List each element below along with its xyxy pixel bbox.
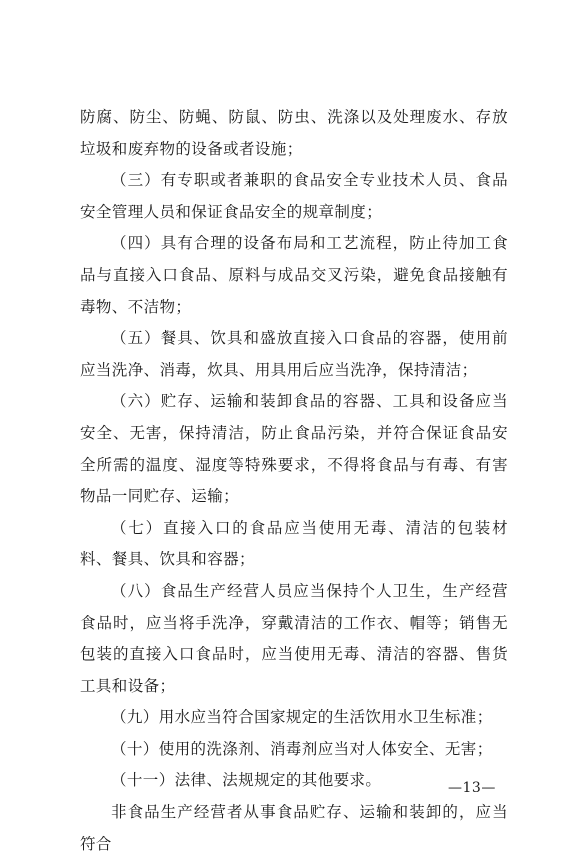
body-text — [80, 102, 508, 860]
paragraph-item-10: （十）使用的洗涤剂、消毒剂应当对人体安全、无害； — [111, 739, 493, 758]
page-number: —13— — [448, 780, 496, 796]
paragraph-item-4: （四）具有合理的设备布局和工艺流程，防止待加工食品与直接入口食品、原料与成品交叉污染，避免食品接触有毒物、不洁物； — [80, 234, 508, 316]
paragraph-item-8: （八）食品生产经营人员应当保持个人卫生，生产经营食品时，应当将手洗净，穿戴清洁的工作衣、帽等；销售无包装的直接入口食品时，应当使用无毒、清洁的容器、售货工具和设备； — [80, 581, 508, 695]
paragraph-item-7: （七）直接入口的食品应当使用无毒、清洁的包装材料、餐具、饮具和容器； — [80, 518, 508, 569]
paragraph-item-6: （六）贮存、运输和装卸食品的容器、工具和设备应当安全、无害，保持清洁，防止食品污染，并符合保证食品安全所需的温度、湿度等特殊要求，不得将食品与有毒、有害物品一同贮存、运输； — [80, 392, 508, 506]
paragraph-non-producer: 非食品生产经营者从事食品贮存、运输和装卸的，应当符合 — [80, 803, 508, 853]
paragraph-item-9: （九）用水应当符合国家规定的生活饮用水卫生标准； — [111, 708, 493, 727]
paragraph-item-5: （五）餐具、饮具和盛放直接入口食品的容器，使用前应当洗净、消毒，炊具、用具用后应当洗净，保持清洁； — [80, 329, 508, 379]
paragraph-item-3: （三）有专职或者兼职的食品安全专业技术人员、食品安全管理人员和保证食品安全的规章制度； — [80, 171, 508, 221]
paragraph-item-11: （十一）法律、法规规定的其他要求。 — [111, 771, 382, 790]
paragraph-continuation: 防腐、防尘、防蝇、防鼠、防虫、洗涤以及处理废水、存放垃圾和废弃物的设备或者设施； — [80, 108, 508, 158]
